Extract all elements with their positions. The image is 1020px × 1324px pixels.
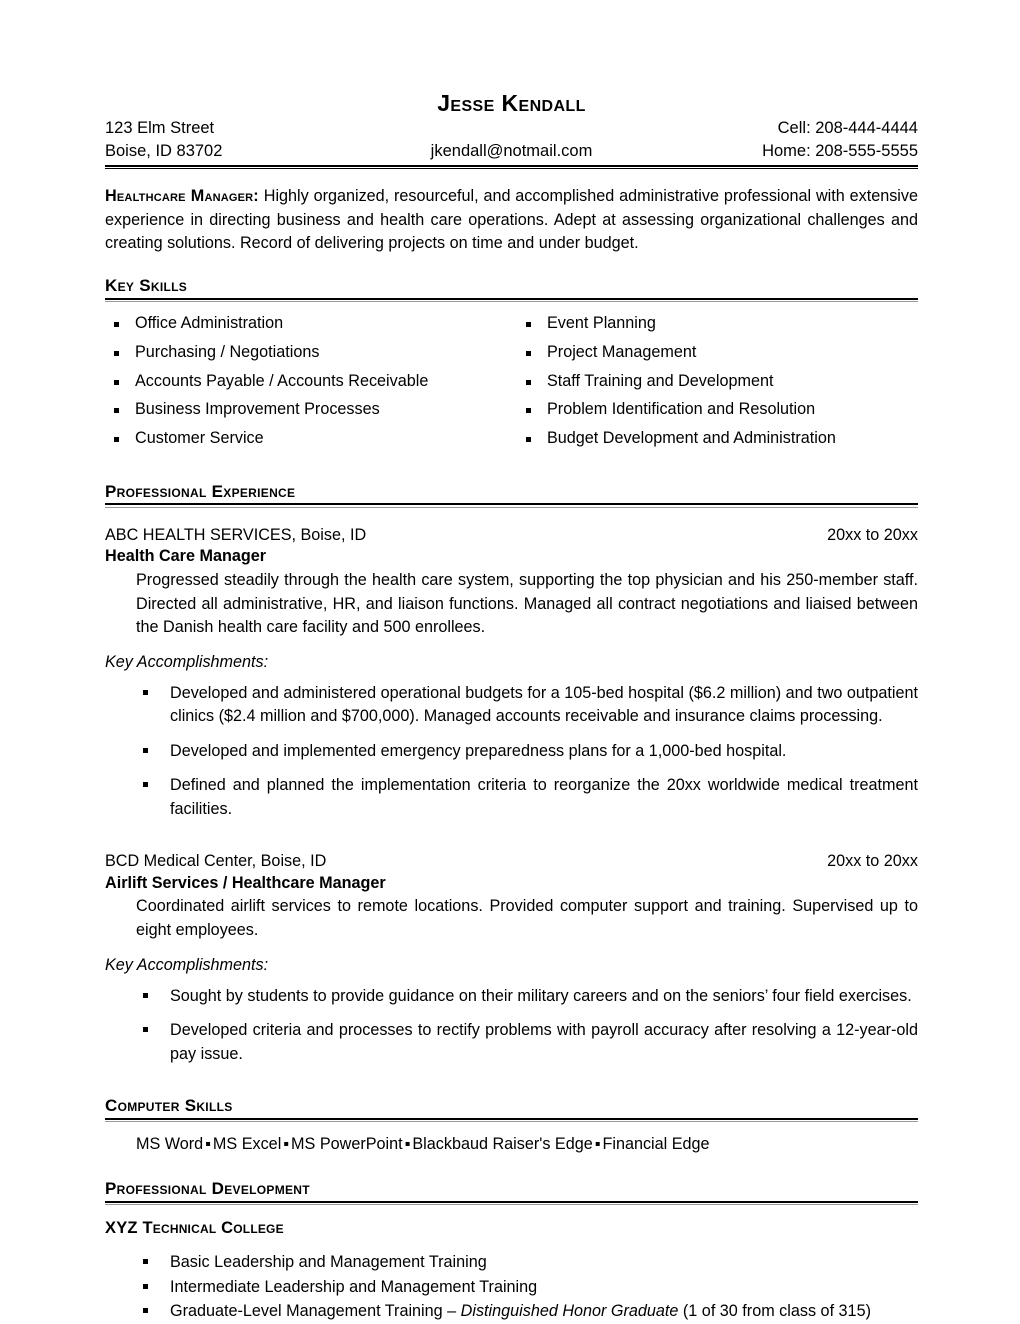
list-item: Budget Development and Administration [517, 430, 918, 446]
list-item: Event Planning [517, 315, 918, 331]
employment-dates: 20xx to 20xx [827, 852, 918, 871]
summary-text: Highly organized, resourceful, and accomplished administrative professional with extensive experience in directing business and health care operations. Adept at assessing organizational challenges and creating solutions. Record of delivering projects on time and under budget. [105, 187, 918, 252]
development-heading: Professional Development [105, 1179, 310, 1199]
list-item: Business Improvement Processes [105, 401, 517, 417]
accomplishments-list [105, 682, 918, 821]
list-item: Problem Identification and Resolution [517, 401, 918, 417]
address-line-1: 123 Elm Street [105, 119, 215, 137]
computer-skill-item: Financial Edge [602, 1135, 710, 1154]
contact-row-1 [105, 117, 918, 140]
candidate-name: Jesse Kendall [437, 90, 586, 116]
list-item [105, 1299, 918, 1324]
accomplishments-list [105, 985, 918, 1066]
professional-experience-section [105, 482, 918, 1066]
cell-phone: Cell: 208-444-4444 [777, 119, 918, 137]
key-skills-section [105, 276, 918, 459]
bullet-separator-icon: ▪ [205, 1135, 211, 1154]
development-item-text: Intermediate Leadership and Management Training [170, 1277, 538, 1296]
employment-dates: 20xx to 20xx [827, 525, 918, 544]
summary-lead-title: Healthcare Manager: [105, 187, 259, 206]
computer-skill-item: MS PowerPoint [291, 1135, 403, 1154]
school-name: XYZ Technical College [105, 1219, 284, 1238]
list-item: Accounts Payable / Accounts Receivable [105, 373, 517, 389]
computer-skills-section [105, 1096, 918, 1155]
list-item: Sought by students to provide guidance on their military careers and on the seniors’ four field exercises. [105, 985, 918, 1008]
list-item: Basic Leadership and Management Training [105, 1250, 918, 1275]
bullet-separator-icon: ▪ [594, 1135, 601, 1154]
list-item: Project Management [517, 344, 918, 360]
job-description: Coordinated airlift services to remote locations. Provided computer support and training. Supervised up to eight employees. [136, 897, 918, 939]
development-list [105, 1250, 918, 1324]
key-skills-rule [105, 298, 918, 303]
key-skills-heading: Key Skills [105, 276, 188, 296]
employer-line [105, 851, 918, 872]
experience-rule [105, 503, 918, 508]
list-item: Purchasing / Negotiations [105, 344, 517, 360]
computer-skills-rule [105, 1118, 918, 1123]
development-item-text: Graduate-Level Management Training – [170, 1302, 461, 1321]
contact-row-2 [105, 140, 918, 163]
header-rule-thick [105, 165, 918, 167]
job-title: Health Care Manager [105, 547, 267, 566]
bullet-separator-icon: ▪ [283, 1135, 290, 1154]
computer-skills-list [136, 1134, 918, 1155]
resume-header [105, 92, 918, 169]
key-skills-column-right [517, 315, 918, 459]
email-address[interactable]: jkendall@notmail.com [430, 142, 593, 161]
address-line-2: Boise, ID 83702 [105, 142, 223, 161]
bullet-separator-icon: ▪ [404, 1135, 411, 1154]
list-item: Developed and implemented emergency preparedness plans for a 1,000-bed hospital. [105, 740, 918, 763]
list-item: Defined and planned the implementation criteria to reorganize the 20xx worldwide medical treatment facilities. [105, 774, 918, 821]
experience-entry-2 [105, 851, 918, 1066]
key-skills-columns [105, 315, 918, 459]
accomplishments-label: Key Accomplishments: [105, 653, 269, 672]
employer-name: BCD Medical Center, Boise, ID [105, 852, 327, 871]
professional-summary [105, 185, 918, 255]
home-phone: Home: 208-555-5555 [762, 142, 918, 161]
development-rule [105, 1201, 918, 1206]
employer-name: ABC HEALTH SERVICES, Boise, ID [105, 525, 367, 544]
employer-line [105, 525, 918, 546]
key-skills-column-left [105, 315, 517, 459]
list-item [105, 1275, 918, 1300]
development-item-tail: (1 of 30 from class of 315) [678, 1302, 871, 1321]
computer-skill-item: MS Word [136, 1135, 204, 1154]
computer-skill-item: MS Excel [212, 1135, 282, 1154]
header-rule-thin [105, 168, 918, 169]
list-item: Customer Service [105, 430, 517, 446]
list-item: Developed and administered operational budgets for a 105-bed hospital ($6.2 million) and two outpatient clinics ($2.4 million and $700,000). Managed accounts receivable and insurance claims processing. [105, 682, 918, 729]
computer-skill-item: Blackbaud Raiser's Edge [412, 1135, 593, 1154]
list-item: Office Administration [105, 315, 517, 331]
computer-skills-heading: Computer Skills [105, 1096, 233, 1116]
list-item: Staff Training and Development [517, 373, 918, 389]
development-item-emphasis: Distinguished Honor Graduate [460, 1302, 679, 1321]
list-item: Developed criteria and processes to rectify problems with payroll accuracy after resolving a 12-year-old pay issue. [105, 1019, 918, 1066]
accomplishments-label: Key Accomplishments: [105, 956, 269, 975]
professional-development-section [105, 1179, 918, 1324]
header-spacer [376, 117, 647, 140]
job-description: Progressed steadily through the health care system, supporting the top physician and his 250-member staff. Directed all administrative, HR, and liaison functions. Managed all contract negotiations and liaised between the Danish health care facility and 500 enrollees. [136, 571, 918, 636]
experience-entry-1 [105, 525, 918, 821]
experience-heading: Professional Experience [105, 481, 296, 501]
resume-content [105, 92, 918, 1324]
job-title: Airlift Services / Healthcare Manager [105, 873, 386, 892]
